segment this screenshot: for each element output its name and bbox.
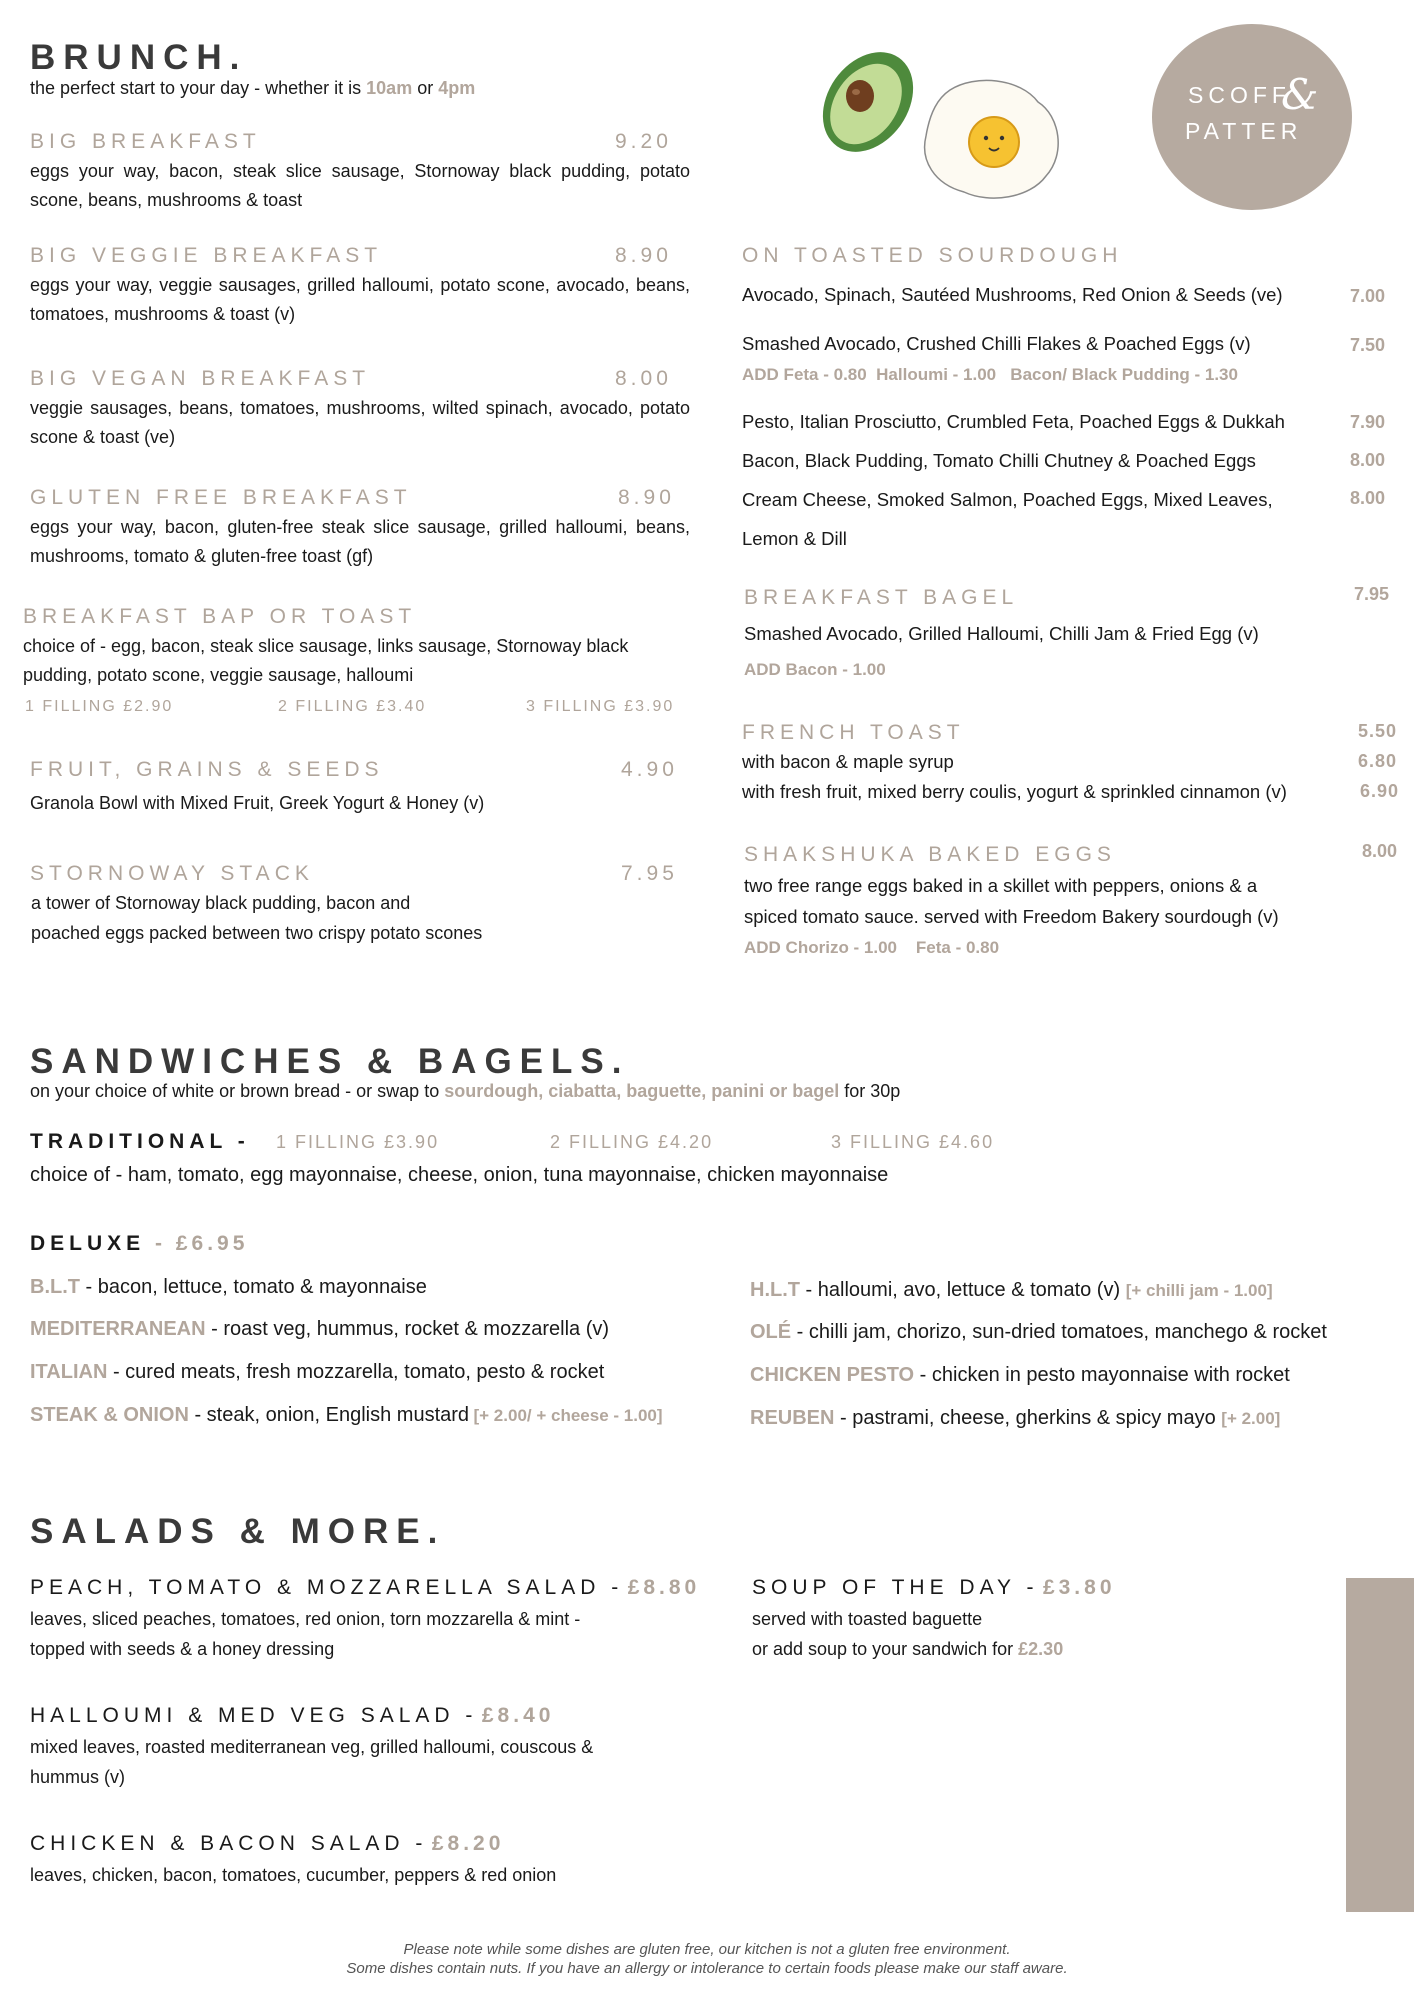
shakshuka-line2: spiced tomato sauce. served with Freedom Bakery sourdough (v) [744, 906, 1279, 927]
stornoway-stack-price: 7.95 [621, 862, 678, 885]
sourdough-item-3-price: 7.90 [1350, 412, 1386, 432]
breakfast-bagel-addon: ADD Bacon - 1.00 [744, 660, 886, 679]
traditional-filling-1: 1 FILLING £3.90 [276, 1132, 440, 1152]
big-breakfast-desc: eggs your way, bacon, steak slice sausage, Stornoway black pudding, potato scone, beans, mushrooms & toast [30, 161, 690, 210]
soup-heading: SOUP OF THE DAY - £3.80 [752, 1576, 1116, 1599]
gluten-free-breakfast-price: 8.90 [618, 486, 675, 509]
deluxe-hlt: H.L.T - halloumi, avo, lettuce & tomato (v) [+ chilli jam - 1.00] [750, 1279, 1273, 1301]
big-veggie-breakfast-price: 8.90 [615, 244, 672, 267]
gluten-free-breakfast-name: GLUTEN FREE BREAKFAST [30, 486, 412, 509]
deluxe-heading: DELUXE - £6.95 [30, 1232, 249, 1255]
bap-filling-3: 3 FILLING £3.90 [526, 698, 675, 715]
soup-line2: or add soup to your sandwich for £2.30 [752, 1639, 1064, 1659]
halloumi-salad-line1: mixed leaves, roasted mediterranean veg, grilled halloumi, couscous & [30, 1737, 594, 1757]
shakshuka-price: 8.00 [1362, 841, 1398, 861]
breakfast-bagel-desc: Smashed Avocado, Grilled Halloumi, Chilli Jam & Fried Egg (v) [744, 623, 1259, 644]
big-vegan-breakfast-price: 8.00 [615, 367, 672, 390]
deluxe-mediterranean: MEDITERRANEAN - roast veg, hummus, rocket & mozzarella (v) [30, 1318, 610, 1340]
big-veggie-breakfast-desc: eggs your way, veggie sausages, grilled halloumi, potato scone, avocado, beans, tomatoes, mushrooms & toast (v) [30, 275, 690, 324]
sourdough-item-5-line2: Lemon & Dill [742, 528, 847, 549]
halloumi-salad-heading: HALLOUMI & MED VEG SALAD - £8.40 [30, 1704, 555, 1727]
fruit-grains-price: 4.90 [621, 758, 678, 781]
traditional-filling-3: 3 FILLING £4.60 [831, 1132, 995, 1152]
deluxe-ole: OLÉ - chilli jam, chorizo, sun-dried tomatoes, manchego & rocket [750, 1321, 1327, 1343]
brunch-subtitle: the perfect start to your day - whether it is 10am or 4pm [30, 78, 476, 98]
sandwiches-subtitle: on your choice of white or brown bread - or swap to sourdough, ciabatta, baguette, panini or bagel for 30p [30, 1081, 901, 1101]
french-toast-price: 5.50 [1358, 721, 1398, 741]
deluxe-chicken-pesto: CHICKEN PESTO - chicken in pesto mayonnaise with rocket [750, 1364, 1290, 1386]
sourdough-item-1-price: 7.00 [1350, 286, 1386, 306]
sourdough-item-3: Pesto, Italian Prosciutto, Crumbled Feta, Poached Eggs & Dukkah [742, 411, 1285, 432]
soup-line1: served with toasted baguette [752, 1609, 983, 1629]
shakshuka-line1: two free range eggs baked in a skillet with peppers, onions & a [744, 875, 1258, 896]
french-toast-name: FRENCH TOAST [742, 721, 965, 744]
peach-salad-heading: PEACH, TOMATO & MOZZARELLA SALAD - £8.80 [30, 1576, 701, 1599]
french-toast-line2: with fresh fruit, mixed berry coulis, yogurt & sprinkled cinnamon (v) [742, 781, 1287, 802]
traditional-filling-2: 2 FILLING £4.20 [550, 1132, 714, 1152]
shakshuka-addons: ADD Chorizo - 1.00 Feta - 0.80 [744, 938, 1000, 957]
stornoway-stack-line1: a tower of Stornoway black pudding, bacon and [31, 893, 411, 913]
sourdough-name: ON TOASTED SOURDOUGH [742, 244, 1123, 267]
sourdough-addons: ADD Feta - 0.80 Halloumi - 1.00 Bacon/ Black Pudding - 1.30 [742, 365, 1238, 384]
sourdough-item-2-price: 7.50 [1350, 335, 1386, 355]
deluxe-blt: B.L.T - bacon, lettuce, tomato & mayonnaise [30, 1276, 427, 1298]
chicken-bacon-salad-line1: leaves, chicken, bacon, tomatoes, cucumber, peppers & red onion [30, 1865, 557, 1885]
peach-salad-line1: leaves, sliced peaches, tomatoes, red onion, torn mozzarella & mint - [30, 1609, 581, 1629]
sandwiches-title: SANDWICHES & BAGELS. [30, 1042, 630, 1081]
big-vegan-breakfast-name: BIG VEGAN BREAKFAST [30, 367, 371, 390]
french-toast-line1-price: 6.80 [1358, 751, 1398, 771]
decorative-side-bar [1346, 1578, 1414, 1912]
fried-egg-illustration [920, 76, 1068, 206]
sourdough-item-1: Avocado, Spinach, Sautéed Mushrooms, Red Onion & Seeds (ve) [742, 284, 1283, 305]
sourdough-item-5: Cream Cheese, Smoked Salmon, Poached Eggs, Mixed Leaves, [742, 489, 1273, 510]
traditional-name: TRADITIONAL - [30, 1130, 250, 1153]
traditional-desc: choice of - ham, tomato, egg mayonnaise, cheese, onion, tuna mayonnaise, chicken mayonnaise [30, 1164, 889, 1186]
allergy-note-line1: Please note while some dishes are gluten free, our kitchen is not a gluten free environment. [403, 1941, 1011, 1958]
shakshuka-name: SHAKSHUKA BAKED EGGS [744, 843, 1116, 866]
allergy-note-line2: Some dishes contain nuts. If you have an allergy or intolerance to certain foods please make our staff aware. [346, 1960, 1068, 1977]
deluxe-reuben: REUBEN - pastrami, cheese, gherkins & spicy mayo [+ 2.00] [750, 1407, 1281, 1429]
salads-title: SALADS & MORE. [30, 1512, 446, 1551]
big-vegan-breakfast-desc: veggie sausages, beans, tomatoes, mushrooms, wilted spinach, avocado, potato scone & toast (ve) [30, 398, 690, 447]
big-veggie-breakfast-name: BIG VEGGIE BREAKFAST [30, 244, 383, 267]
chicken-bacon-salad-heading: CHICKEN & BACON SALAD - £8.20 [30, 1832, 505, 1855]
breakfast-bap-desc: choice of - egg, bacon, steak slice sausage, links sausage, Stornoway black pudding, potato scone, veggie sausage, halloumi [23, 636, 629, 685]
bap-filling-1: 1 FILLING £2.90 [25, 698, 174, 715]
breakfast-bagel-price: 7.95 [1354, 584, 1390, 604]
sourdough-item-2: Smashed Avocado, Crushed Chilli Flakes & Poached Eggs (v) [742, 333, 1251, 354]
deluxe-steak-onion: STEAK & ONION - steak, onion, English mustard [+ 2.00/ + cheese - 1.00] [30, 1404, 663, 1426]
peach-salad-line2: topped with seeds & a honey dressing [30, 1639, 335, 1659]
brunch-title: BRUNCH. [30, 38, 248, 77]
avocado-illustration [818, 46, 918, 158]
scoff-and-patter-logo: SCOFF & PATTER [1152, 24, 1352, 210]
halloumi-salad-line2: hummus (v) [30, 1767, 126, 1787]
deluxe-italian: ITALIAN - cured meats, fresh mozzarella, tomato, pesto & rocket [30, 1361, 605, 1383]
stornoway-stack-name: STORNOWAY STACK [30, 862, 314, 885]
french-toast-line1: with bacon & maple syrup [742, 751, 954, 772]
fruit-grains-name: FRUIT, GRAINS & SEEDS [30, 758, 384, 781]
sourdough-item-4-price: 8.00 [1350, 450, 1386, 470]
big-breakfast-price: 9.20 [615, 130, 672, 153]
gluten-free-breakfast-desc: eggs your way, bacon, gluten-free steak slice sausage, grilled halloumi, beans, mushrooms, tomato & gluten-free toast (gf) [30, 517, 690, 566]
sourdough-item-5-price: 8.00 [1350, 488, 1386, 508]
fruit-grains-desc: Granola Bowl with Mixed Fruit, Greek Yogurt & Honey (v) [30, 793, 485, 813]
stornoway-stack-line2: poached eggs packed between two crispy potato scones [31, 923, 483, 943]
breakfast-bap-name: BREAKFAST BAP OR TOAST [23, 605, 417, 628]
bap-filling-2: 2 FILLING £3.40 [278, 698, 427, 715]
french-toast-line2-price: 6.90 [1360, 781, 1400, 801]
breakfast-bagel-name: BREAKFAST BAGEL [744, 586, 1019, 609]
sourdough-item-4: Bacon, Black Pudding, Tomato Chilli Chutney & Poached Eggs [742, 450, 1256, 471]
big-breakfast-name: BIG BREAKFAST [30, 130, 261, 153]
